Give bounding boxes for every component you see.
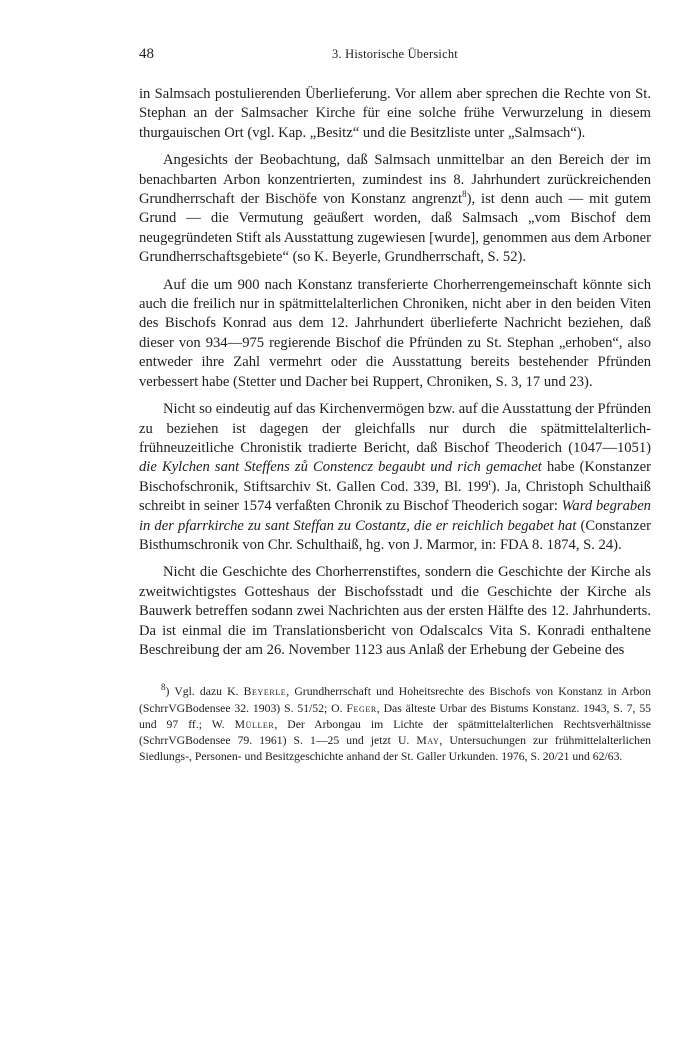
paragraph-2-text-a: Angesichts der Beobachtung, daß Salmsach unmittelbar an den Bereich der im benachbarten Arbon konzentrierten, zumindest ins 8. Jahrhundert zurückreichenden Grundherrschaft der Bischöfe von Konstanz angrenzt <box>139 152 651 208</box>
paragraph-4-text-c: ). Ja, Christoph Schulthaiß schreibt in seiner 1574 verfaßten Chronik zu Bischof Theoderich sogar: <box>139 478 651 515</box>
author-name-feger: Feger <box>346 701 377 715</box>
author-name-mueller: Müller <box>234 717 275 731</box>
author-name-may: May <box>416 733 440 747</box>
paragraph-5: Nicht die Geschichte des Chorherrenstiftes, sondern die Geschichte der Kirche als zweitwichtigstes Gotteshaus der Bischofsstadt und die Geschichte der Kirche als Bauwerk betreffen sodann zwei Nachrichten aus der ersten Hälfte des 12. Jahrhunderts. Da ist einmal die im Translationsbericht von Odalscalcs Vita S. Konradi enthaltene Beschreibung der am 26. November 1123 aus Anlaß der Erhebung der Gebeine des <box>139 564 651 658</box>
book-page <box>139 46 651 765</box>
footnote-reference-8[interactable]: 8 <box>462 189 467 200</box>
paragraph-4 <box>139 400 651 555</box>
main-text <box>139 85 651 660</box>
paragraph-1: in Salmsach postulierenden Überlieferung. Vor allem aber sprechen die Rechte von St. Stephan an der Salmsacher Kirche für eine solche frühe Verwurzelung in diesem thurgauischen Ort (vgl. Kap. „Besitz“ und die Besitzliste unter „Salmsach“). <box>139 86 651 141</box>
paragraph-2-text-b: ), ist denn auch — mit gutem Grund — die Vermutung geäußert worden, daß Salmsach „vom Bischof dem neugegründeten Stift als Ausstattung zugewiesen [wurde], genommen aus dem Arboner Grundherrschaftsgebiete“ (so K. Beyerle, Grundherrschaft, S. 52). <box>139 191 651 266</box>
author-name-beyerle: Beyerle <box>243 685 287 699</box>
paragraph-2 <box>139 151 651 267</box>
chronicle-quote-1: die Kylchen sant Steffens zů Constencz begaubt und rich gemachet <box>139 459 542 476</box>
footnotes <box>139 684 651 765</box>
footnote-text-a: ) Vgl. dazu K. <box>165 685 244 699</box>
footnote-text-d: , Der Arbongau im Lichte der spätmittelalterlichen Rechtsverhältnisse (SchrrVGBodensee 79. 1961) S. 1—25 und jetzt U. <box>139 717 651 747</box>
footnote-text-c: , Das älteste Urbar des Bistums Konstanz. 1943, S. 7, 55 und 97 ff.; W. <box>139 701 652 731</box>
paragraph-4-text-a: Nicht so eindeutig auf das Kirchenvermögen bzw. auf die Ausstattung der Pfründen zu beziehen ist dagegen der gleichfalls nur durch die spätmittelalterlich-frühneuzeitliche Chronistik tradierte Bericht, daß Bischof Theoderich (1047—1051) <box>139 401 651 456</box>
footnote-8 <box>139 684 651 765</box>
page-header <box>139 46 651 70</box>
footnote-text-b: , Grundherrschaft und Hoheitsrechte des Bischofs von Konstanz in Arbon (SchrrVGBodensee 32. 1903) S. 51/52; O. <box>139 685 651 715</box>
paragraph-4-text-b: habe (Konstanzer Bischofschronik, Stiftsarchiv St. Gallen Cod. 339, Bl. 199 <box>139 459 651 495</box>
footnote-text-e: , Untersuchungen zur frühmittelalterlichen Siedlungs-, Personen- und Besitzgeschichte anhand der St. Galler Urkunden. 1976, S. 20/21 und 62/63. <box>139 733 651 764</box>
running-head: 3. Historische Übersicht <box>332 47 458 61</box>
chronicle-quote-2: Ward begraben in der pfarrkirche zu sant Steffan zu Costantz, die er reichlich begabet hat <box>139 498 651 534</box>
page-number: 48 <box>139 46 154 62</box>
paragraph-3: Auf die um 900 nach Konstanz transferierte Chorherrengemeinschaft könnte sich auch die freilich nur in spätmittelalterlichen Chroniken, nicht aber in den beiden Viten des Bischofs Konrad aus dem 12. Jahrhundert überlieferte Nachricht beziehen, daß dieser von 934—975 regierende Bischof die Pfründen zu St. Stephan „erhoben“, also entweder ihre Zahl vermehrt oder die Ausstattung bereits bestehender Pfründen verbessert habe (Stetter und Dacher bei Ruppert, Chroniken, S. 3, 17 und 23). <box>139 276 651 390</box>
paragraph-4-text-d: (Constanzer Bisthumschronik von Chr. Schulthaiß, hg. von J. Marmor, in: FDA 8. 1874, S. 24). <box>139 517 651 553</box>
footnote-mark: 8 <box>161 682 166 693</box>
recto-superscript: r <box>488 476 492 487</box>
